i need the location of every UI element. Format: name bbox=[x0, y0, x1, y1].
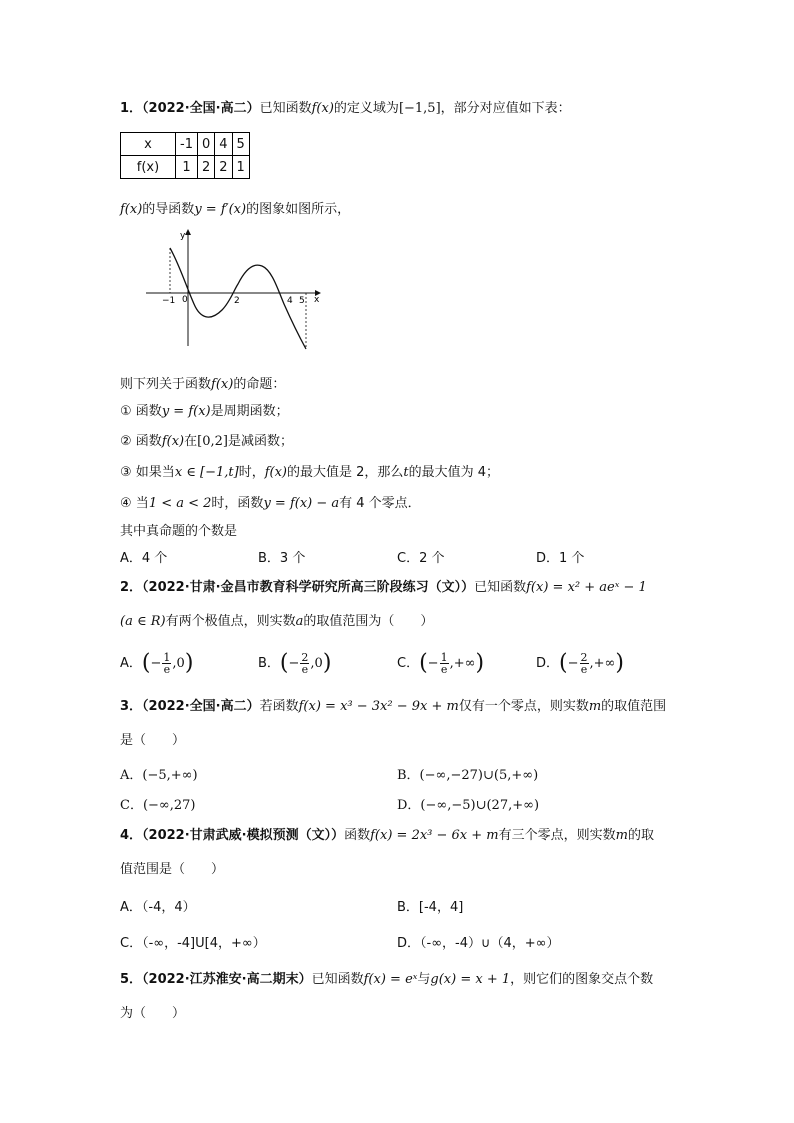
q3-source: （2022·全国·高二） bbox=[142, 699, 260, 714]
option-fraction bbox=[440, 652, 449, 675]
fraction-den: e bbox=[301, 663, 309, 676]
prop-text: 是减函数； bbox=[227, 434, 293, 449]
q2-stem-b: 有两个极值点，则实数 bbox=[165, 614, 296, 629]
q1-derivative-graph bbox=[140, 226, 330, 356]
q1-fx: f(x) bbox=[311, 101, 334, 116]
q1-stem-b: 的定义域为 bbox=[333, 101, 399, 116]
q5-formula-g: g(x) = x + 1 bbox=[430, 972, 511, 987]
q5-stem-a: 已知函数 bbox=[311, 972, 364, 987]
q1-stem bbox=[120, 99, 571, 119]
q5-stem-b: 与 bbox=[417, 972, 431, 987]
q4-formula: f(x) = 2x³ − 6x + m bbox=[370, 828, 499, 843]
q5-formula-f: f(x) = eˣ bbox=[363, 972, 418, 987]
tick-2: 2 bbox=[234, 296, 240, 306]
table-cell: x bbox=[121, 133, 176, 156]
table-row bbox=[121, 133, 250, 156]
q5-source: （2022·江苏淮安·高二期末） bbox=[142, 972, 312, 987]
table-cell: 1 bbox=[232, 156, 249, 179]
option-label: D． bbox=[536, 656, 560, 671]
q4-option-b[interactable]: B．[-4，4] bbox=[397, 900, 464, 915]
option-tail: ,0 bbox=[172, 656, 185, 671]
option-label: C． bbox=[397, 656, 420, 671]
q2-number: 2． bbox=[120, 580, 143, 595]
prop-text: 是周期函数； bbox=[210, 404, 289, 419]
q2-stem-2 bbox=[120, 612, 433, 632]
q1-question: 其中真命题的个数是 bbox=[120, 524, 238, 539]
option-sign: − bbox=[427, 656, 439, 671]
option-tail: ,0 bbox=[310, 656, 323, 671]
table-cell: f(x) bbox=[121, 156, 176, 179]
q5-stem-c: ，则它们的图象交点个数 bbox=[510, 972, 654, 987]
prop-mark: ① bbox=[120, 404, 132, 419]
q2-option-a[interactable]: A．(− $\frac{1}{e}$ ,0) bbox=[120, 650, 194, 676]
tick-0: 0 bbox=[182, 295, 188, 305]
prop-math: f(x) bbox=[264, 465, 288, 480]
q4-stem-c: 的取 bbox=[627, 828, 654, 843]
q2-var: a bbox=[295, 614, 304, 629]
option-sign: − bbox=[567, 656, 579, 671]
q4-option-a[interactable]: A．（-4，4） bbox=[120, 900, 196, 915]
q3-option-a[interactable]: A．(−5,+∞) bbox=[120, 768, 198, 783]
q2-option-c[interactable]: C．(− $\frac{1}{e}$ ,+∞) bbox=[397, 650, 485, 676]
q1-prop-3 bbox=[120, 463, 499, 483]
option-label: A． bbox=[120, 656, 142, 671]
q3-number: 3． bbox=[120, 699, 143, 714]
fraction-num: 1 bbox=[163, 651, 171, 664]
prop-math: f(x) bbox=[161, 434, 185, 449]
q1-deriv-formula: y = f′(x) bbox=[194, 202, 247, 217]
q3-option-b[interactable]: B．(−∞,−27)∪(5,+∞) bbox=[397, 768, 539, 783]
q3-formula: f(x) = x³ − 3x² − 9x + m bbox=[298, 699, 459, 714]
tick-4: 4 bbox=[287, 296, 293, 306]
fraction-den: e bbox=[163, 663, 171, 676]
q1-option-b[interactable]: B．3 个 bbox=[258, 551, 306, 566]
q2-option-d[interactable]: D．(− $\frac{2}{e}$ ,+∞) bbox=[536, 650, 624, 676]
fraction-den: e bbox=[440, 663, 448, 676]
prop-text: 时，函数 bbox=[211, 496, 264, 511]
q2-stem bbox=[120, 578, 647, 598]
q1-value-table bbox=[120, 132, 250, 179]
q4-number: 4． bbox=[120, 828, 143, 843]
prop-text: 时， bbox=[238, 465, 265, 480]
q1-prop-4 bbox=[120, 494, 421, 514]
q1-prop-1 bbox=[120, 402, 289, 422]
y-axis-label: y bbox=[180, 231, 186, 241]
q1-domain: [−1,5] bbox=[398, 101, 441, 116]
tick-m1: −1 bbox=[162, 296, 176, 306]
q3-stem bbox=[120, 697, 666, 717]
q2-stem-a: 已知函数 bbox=[474, 580, 527, 595]
q2-source: （2022·甘肃·金昌市教育科学研究所高三阶段练习（文）） bbox=[142, 580, 475, 595]
q1-option-c[interactable]: C．2 个 bbox=[397, 551, 445, 566]
q1-intro bbox=[120, 375, 285, 395]
option-sign: − bbox=[288, 656, 300, 671]
table-cell: 2 bbox=[215, 156, 232, 179]
prop-math: y = f(x) bbox=[161, 404, 211, 419]
q1-deriv-b: 的导函数 bbox=[142, 202, 195, 217]
q1-deriv-fx: f(x) bbox=[120, 202, 143, 217]
q2-option-b[interactable]: B．(− $\frac{2}{e}$ ,0) bbox=[258, 650, 332, 676]
q1-option-a[interactable]: A．4 个 bbox=[120, 551, 168, 566]
q4-source: （2022·甘肃武威·模拟预测（文）） bbox=[142, 828, 345, 843]
prop-math: y = f(x) − a bbox=[263, 496, 340, 511]
option-label: B． bbox=[258, 656, 280, 671]
q2-formula: f(x) = x² + aeˣ − 1 bbox=[526, 580, 647, 595]
prop-text: 函数 bbox=[135, 404, 162, 419]
q4-option-d[interactable]: D．（-∞，-4）∪（4，+∞） bbox=[397, 936, 560, 951]
q3-stem-b: 仅有一个零点，则实数 bbox=[458, 699, 589, 714]
q1-intro-fx: f(x) bbox=[211, 377, 234, 392]
option-sign: − bbox=[150, 656, 162, 671]
table-row bbox=[121, 156, 250, 179]
prop-text: 函数 bbox=[135, 434, 162, 449]
prop-mark: ④ bbox=[120, 496, 132, 511]
option-fraction bbox=[580, 652, 589, 675]
prop-math: x ∈ [−1,t] bbox=[174, 465, 239, 480]
q2-stem-c: 的取值范围为（ ） bbox=[303, 614, 434, 629]
prop-mark: ② bbox=[120, 434, 132, 449]
x-axis-label: x bbox=[314, 295, 320, 305]
table-cell: 1 bbox=[176, 156, 198, 179]
prop-math: [0,2] bbox=[197, 434, 228, 449]
q1-deriv-d: 的图象如图所示， bbox=[246, 202, 351, 217]
q4-stem-b: 有三个零点，则实数 bbox=[498, 828, 616, 843]
option-tail: ,+∞ bbox=[589, 656, 616, 671]
fraction-num: 2 bbox=[301, 651, 309, 664]
q4-stem bbox=[120, 826, 654, 846]
table-cell: 4 bbox=[215, 133, 232, 156]
q3-stem-c: 的取值范围 bbox=[601, 699, 667, 714]
fraction-num: 2 bbox=[580, 651, 588, 664]
table-cell: 5 bbox=[232, 133, 249, 156]
prop-text: 在 bbox=[184, 434, 198, 449]
q1-prop-2 bbox=[120, 432, 293, 452]
q5-number: 5． bbox=[120, 972, 143, 987]
q3-var: m bbox=[588, 699, 602, 714]
q1-stem-a: 已知函数 bbox=[259, 101, 312, 116]
prop-text: 的最大值是 2，那么 bbox=[287, 465, 404, 480]
q4-stem-a: 函数 bbox=[344, 828, 371, 843]
q2-condition: (a ∈ R) bbox=[120, 614, 166, 629]
fraction-den: e bbox=[580, 663, 588, 676]
table-cell: -1 bbox=[176, 133, 198, 156]
prop-text: 的最大值为 4； bbox=[408, 465, 500, 480]
q1-source: （2022·全国·高二） bbox=[142, 101, 260, 116]
q1-intro-b: 的命题： bbox=[233, 377, 286, 392]
q3-stem-a: 若函数 bbox=[259, 699, 299, 714]
q1-stem-c: ，部分对应值如下表： bbox=[440, 101, 571, 116]
prop-math: t bbox=[403, 465, 409, 480]
q1-option-d[interactable]: D．1 个 bbox=[536, 551, 585, 566]
prop-text: 当 bbox=[135, 496, 149, 511]
q1-intro-a: 则下列关于函数 bbox=[120, 377, 212, 392]
q4-option-c[interactable]: C．（-∞，-4]U[4，+∞） bbox=[120, 936, 266, 951]
q3-option-d[interactable]: D．(−∞,−5)∪(27,+∞) bbox=[397, 798, 540, 813]
q1-derivative-line bbox=[120, 200, 350, 220]
q5-stem-2: 为（ ） bbox=[120, 1006, 186, 1021]
q5-stem bbox=[120, 970, 653, 990]
option-fraction bbox=[300, 652, 309, 675]
tick-5: 5 bbox=[299, 296, 305, 306]
fraction-num: 1 bbox=[440, 651, 448, 664]
q3-option-c[interactable]: C．(−∞,27) bbox=[120, 798, 196, 813]
prop-mark: ③ bbox=[120, 465, 132, 480]
prop-text: 如果当 bbox=[135, 465, 175, 480]
q1-number: 1． bbox=[120, 101, 143, 116]
table-cell: 2 bbox=[197, 156, 214, 179]
option-fraction bbox=[162, 652, 171, 675]
q3-stem-2: 是（ ） bbox=[120, 733, 186, 748]
prop-math: 1 < a < 2 bbox=[148, 496, 212, 511]
option-tail: ,+∞ bbox=[449, 656, 476, 671]
table-cell: 0 bbox=[197, 133, 214, 156]
q4-var: m bbox=[615, 828, 628, 843]
q4-stem-2: 值范围是（ ） bbox=[120, 862, 225, 877]
prop-text: 有 4 个零点． bbox=[339, 496, 421, 511]
